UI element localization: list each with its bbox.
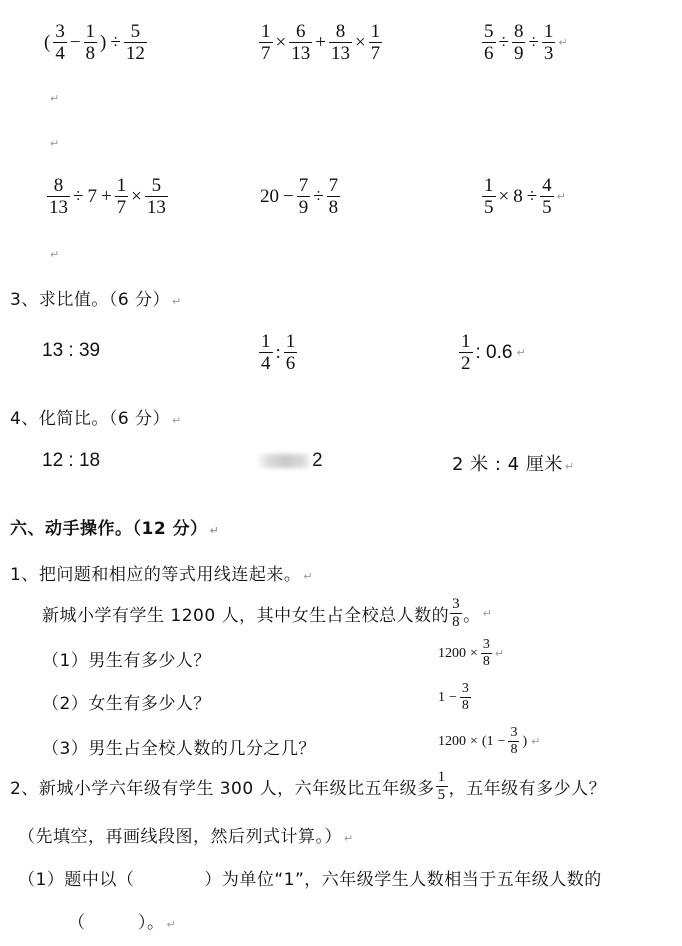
calc-row1-expr3 (481, 22, 568, 63)
number: 1200 (438, 645, 466, 661)
fraction: $\frac{1}{8}$ (85, 21, 96, 64)
number: 1 (438, 689, 445, 705)
operator: − (69, 31, 81, 53)
blurred-region (256, 454, 312, 468)
return-mark-icon: ↵ (209, 524, 220, 537)
fraction: $\frac{1}{5}$ (484, 175, 494, 218)
operator: ÷ (526, 185, 538, 207)
return-mark-icon: ↵ (50, 92, 60, 105)
return-mark-icon: ↵ (531, 735, 541, 748)
fraction: $\frac{5}{12}$ (125, 21, 145, 64)
operator: + (100, 185, 112, 207)
operator: − (449, 689, 457, 705)
q4-ratio-b: 2 (256, 450, 323, 472)
return-mark-icon: ↵ (172, 295, 182, 308)
q4-ratio-a: 12 : 18 (42, 450, 101, 471)
operator: ÷ (73, 185, 84, 207)
return-mark-icon: ↵ (344, 832, 354, 845)
return-mark-icon: ↵ (494, 647, 505, 660)
fraction: $\frac{1}{5}$ (437, 769, 446, 803)
paren-close: ) (522, 733, 528, 749)
paren-close: ) (100, 31, 107, 53)
return-mark-icon: ↵ (303, 570, 314, 583)
fraction: $\frac{8}{9}$ (513, 21, 524, 64)
fraction: $\frac{3}{8}$ (510, 725, 518, 757)
s6-p1-equation-3 (436, 726, 540, 757)
s6-p1-question-2: （2）女生有多少人？ (42, 694, 211, 714)
operator: × (470, 645, 478, 661)
paren-open: ( (44, 31, 51, 53)
return-mark-icon: ↵ (50, 248, 60, 261)
return-mark-icon: ↵ (166, 918, 177, 931)
operator: ÷ (110, 31, 121, 53)
operator: ÷ (498, 31, 509, 53)
fraction: $\frac{1}{7}$ (261, 21, 271, 64)
return-mark-icon: ↵ (556, 190, 566, 203)
calc-row1-expr1 (42, 22, 148, 63)
s6-p1-equation-1 (436, 638, 504, 669)
calc-row2-expr2 (258, 176, 341, 217)
operator: × (498, 185, 510, 207)
fraction: $\frac{6}{13}$ (291, 21, 311, 64)
return-mark-icon: ↵ (482, 607, 493, 620)
calc-row2-expr1 (46, 176, 169, 217)
ratio-rest: : 0.6 (475, 341, 513, 363)
fraction: $\frac{1}{6}$ (285, 331, 296, 374)
number: 7 (87, 185, 97, 207)
operator: ÷ (528, 31, 539, 53)
fraction: $\frac{4}{5}$ (542, 175, 552, 218)
s6-p2-line3: （1）题中以（ ）为单位“1”，六年级学生人数相当于五年级人数的 (18, 870, 602, 890)
s6-p1-question-1: （1）男生有多少人？ (42, 651, 211, 671)
s6-p1-question-3: （3）男生占全校人数的几分之几？ (42, 739, 316, 759)
operator: × (275, 31, 287, 53)
fraction: $\frac{7}{9}$ (298, 175, 309, 218)
paren-open: (1 (481, 733, 494, 749)
s6-p2-line4: （ ）。 ↵ (68, 913, 177, 933)
operator: × (470, 733, 478, 749)
s6-p1-equation-2 (436, 682, 472, 713)
operator: ÷ (313, 185, 324, 207)
s6-p2-line1: 2、新城小学六年级有学生 300 人，六年级比五年级多 $\frac{1}{5}$ ，五年级有多少人？ (10, 769, 607, 803)
s6-p1-title: 1、把问题和相应的等式用线连起来。 ↵ (10, 565, 314, 585)
operator: × (131, 185, 142, 207)
operator: × (354, 31, 366, 53)
q3-ratio-b (258, 332, 298, 373)
ratio-colon: : (275, 341, 281, 363)
s6-p2-line2: （先填空，再画线段图，然后列式计算。） ↵ (18, 827, 354, 847)
fraction: $\frac{3}{8}$ (461, 681, 469, 713)
operator: − (283, 185, 294, 207)
calc-row2-expr3 (481, 176, 566, 217)
number: 1200 (438, 733, 466, 749)
fraction: $\frac{1}{2}$ (461, 331, 471, 374)
calc-row1-expr2 (258, 22, 383, 63)
fraction: $\frac{3}{8}$ (482, 637, 490, 669)
fraction: $\frac{8}{13}$ (330, 21, 350, 64)
section6-title: 六、动手操作。（12 分） ↵ (10, 519, 220, 539)
number: 20 (260, 185, 279, 207)
fraction: $\frac{5}{13}$ (146, 175, 166, 218)
fraction: $\frac{8}{13}$ (49, 175, 68, 218)
fraction: $\frac{1}{7}$ (370, 21, 381, 64)
q4-title: 4、化简比。（6 分） ↵ (10, 409, 182, 429)
s6-p1-intro: 新城小学有学生 1200 人，其中女生占全校总人数的 $\frac{3}{8}$ 。 ↵ (42, 596, 493, 630)
operator: + (315, 31, 326, 53)
fraction: $\frac{3}{4}$ (55, 21, 65, 64)
fraction: $\frac{3}{8}$ (452, 596, 461, 630)
q4-ratio-c: 2 米 : 4 厘米 ↵ (452, 454, 575, 475)
fraction: $\frac{7}{8}$ (328, 175, 339, 218)
return-mark-icon: ↵ (50, 137, 60, 150)
q3-title: 3、求比值。（6 分） ↵ (10, 290, 182, 310)
q3-ratio-c (458, 332, 526, 373)
fraction: $\frac{1}{4}$ (261, 331, 271, 374)
number: 8 (513, 185, 523, 207)
return-mark-icon: ↵ (172, 414, 182, 427)
return-mark-icon: ↵ (516, 346, 526, 359)
q3-ratio-a: 13 : 39 (42, 340, 101, 361)
fraction: $\frac{5}{6}$ (484, 21, 494, 64)
fraction: $\frac{1}{7}$ (116, 175, 127, 218)
return-mark-icon: ↵ (564, 460, 575, 473)
operator: − (497, 733, 506, 749)
return-mark-icon: ↵ (558, 36, 568, 49)
fraction: $\frac{1}{3}$ (543, 21, 554, 64)
